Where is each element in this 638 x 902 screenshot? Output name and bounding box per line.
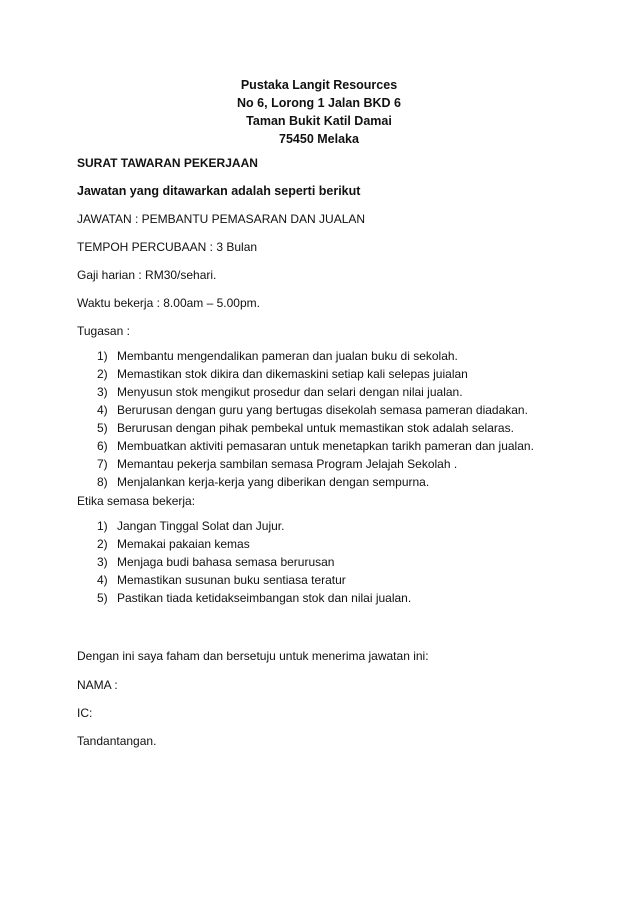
list-item-text: Berurusan dengan pihak pembekal untuk memastikan stok adalah selaras. — [117, 421, 514, 435]
list-item — [97, 535, 411, 553]
company-address-header — [0, 76, 638, 148]
daily-wage-field: Gaji harian : RM30/sehari. — [77, 268, 217, 282]
address-postcode-city: 75450 Melaka — [279, 132, 359, 146]
list-item — [97, 473, 534, 491]
list-item-number: 2) — [97, 537, 108, 551]
list-item-number: 6) — [97, 439, 108, 453]
position-field: JAWATAN : PEMBANTU PEMASARAN DAN JUALAN — [77, 212, 366, 226]
list-item — [97, 553, 411, 571]
company-name: Pustaka Langit Resources — [240, 78, 398, 92]
address-line-2: Taman Bukit Katil Damai — [246, 114, 392, 128]
list-item — [97, 455, 534, 473]
list-item-number: 3) — [97, 385, 108, 399]
list-item-number: 7) — [97, 457, 108, 471]
work-ethics-list — [97, 517, 411, 607]
list-item — [97, 517, 411, 535]
list-item-text: Menjalankan kerja-kerja yang diberikan dengan sempurna. — [117, 475, 430, 489]
document-title: SURAT TAWARAN PEKERJAAN — [77, 156, 258, 170]
work-ethics-label: Etika semasa bekerja: — [77, 494, 196, 508]
name-label: NAMA : — [77, 678, 118, 692]
list-item — [97, 571, 411, 589]
list-item — [97, 365, 534, 383]
list-item-text: Menjaga budi bahasa semasa berurusan — [117, 555, 335, 569]
ic-label: IC: — [77, 706, 93, 720]
list-item-text: Memakai pakaian kemas — [117, 537, 250, 551]
working-hours-field: Waktu bekerja : 8.00am – 5.00pm. — [77, 296, 260, 310]
list-item-text: Pastikan tiada ketidakseimbangan stok dan nilai jualan. — [117, 591, 412, 605]
list-item-text: Jangan Tinggal Solat dan Jujur. — [117, 519, 285, 533]
list-item-text: Membantu mengendalikan pameran dan jualan buku di sekolah. — [117, 349, 458, 363]
list-item-number: 4) — [97, 573, 108, 587]
list-item — [97, 401, 534, 419]
address-line-1: No 6, Lorong 1 Jalan BKD 6 — [237, 96, 401, 110]
duties-label: Tugasan : — [77, 324, 130, 338]
list-item-text: Memastikan stok dikira dan dikemaskini setiap kali selepas juialan — [117, 367, 468, 381]
agreement-statement: Dengan ini saya faham dan bersetuju untuk menerima jawatan ini: — [77, 649, 429, 663]
list-item-text: Berurusan dengan guru yang bertugas disekolah semasa pameran diadakan. — [117, 403, 528, 417]
list-item-text: Memastikan susunan buku sentiasa teratur — [117, 573, 346, 587]
signature-label: Tandantangan. — [77, 734, 157, 748]
list-item — [97, 419, 534, 437]
position-intro-heading: Jawatan yang ditawarkan adalah seperti berikut — [77, 184, 361, 198]
list-item-number: 5) — [97, 421, 108, 435]
list-item-number: 1) — [97, 349, 108, 363]
duties-list — [97, 347, 534, 491]
probation-field: TEMPOH PERCUBAAN : 3 Bulan — [77, 240, 258, 254]
list-item-number: 4) — [97, 403, 108, 417]
list-item — [97, 383, 534, 401]
list-item-number: 1) — [97, 519, 108, 533]
list-item-number: 2) — [97, 367, 108, 381]
list-item-number: 8) — [97, 475, 108, 489]
list-item-text: Membuatkan aktiviti pemasaran untuk menetapkan tarikh pameran dan jualan. — [117, 439, 534, 453]
list-item — [97, 437, 534, 455]
list-item — [97, 347, 534, 365]
list-item-text: Memantau pekerja sambilan semasa Program Jelajah Sekolah . — [117, 457, 458, 471]
list-item-text: Menyusun stok mengikut prosedur dan selari dengan nilai jualan. — [117, 385, 463, 399]
list-item-number: 3) — [97, 555, 108, 569]
list-item — [97, 589, 411, 607]
list-item-number: 5) — [97, 591, 108, 605]
